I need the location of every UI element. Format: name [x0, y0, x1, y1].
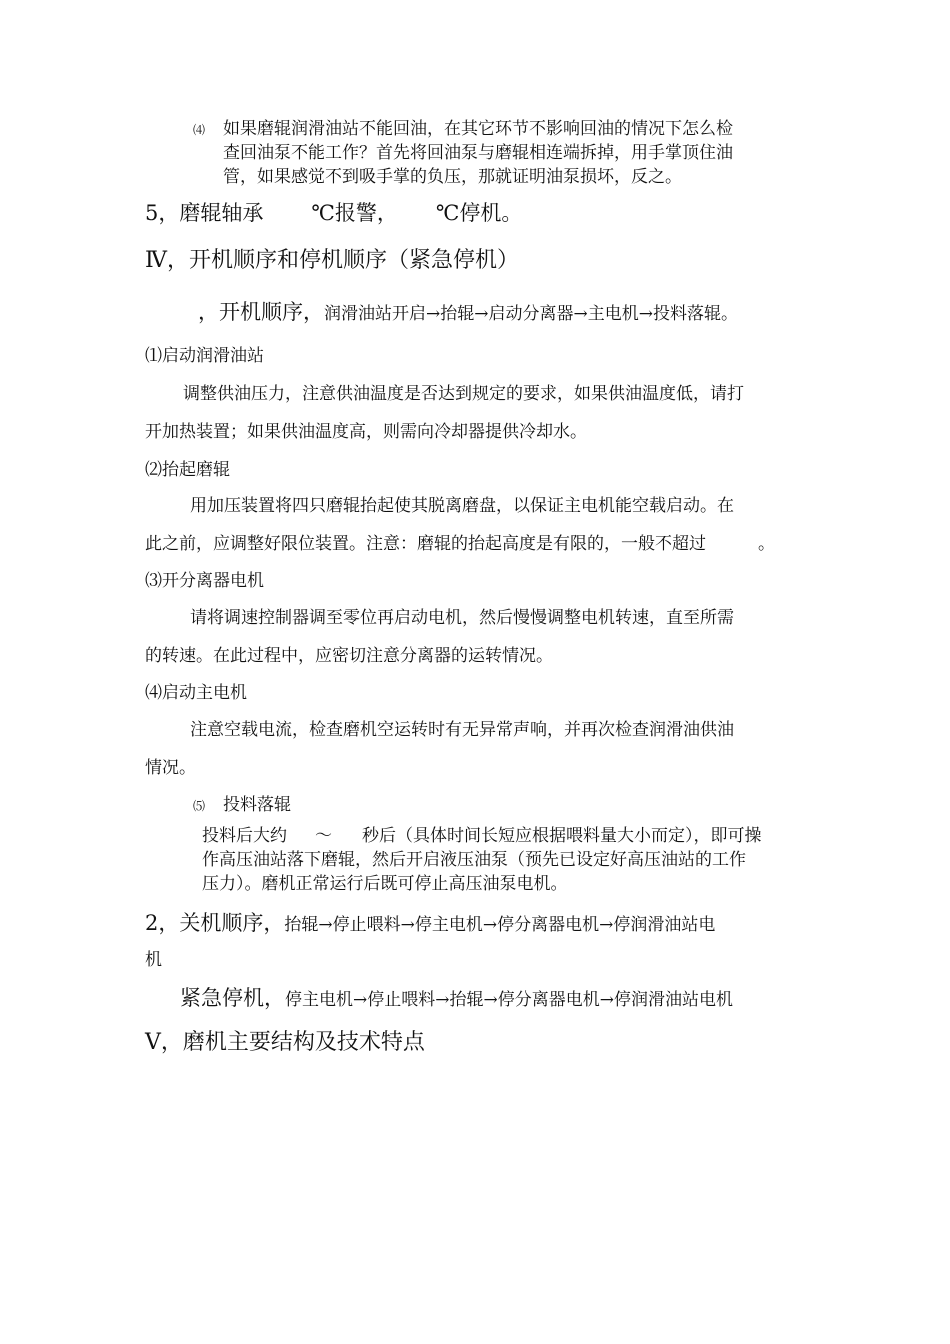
section4-title: Ⅳ，开机顺序和停机顺序（紧急停机）: [145, 248, 519, 273]
step3-line2: 的转速。在此过程中，应密切注意分离器的运转情况。: [145, 646, 553, 666]
emergency-stop-label: 紧急停机，: [180, 986, 285, 1010]
step2-line1: 用加压装置将四只磨辊抬起使其脱离磨盘，以保证主电机能空载启动。在: [190, 496, 734, 516]
start-sequence-text: 润滑油站开启→抬辊→启动分离器→主电机→投料落辊。: [324, 304, 738, 324]
step1-title: ⑴启动润滑油站: [145, 346, 264, 366]
stop-sequence: [145, 908, 715, 940]
step5-line1: 投料后大约 ～ 秒后（具体时间长短应根据喂料量大小而定），即可操: [202, 826, 762, 846]
step2-title: ⑵抬起磨辊: [145, 460, 230, 480]
start-sequence-label: ，开机顺序，: [198, 300, 324, 324]
stop-sequence-label: 2，关机顺序，: [145, 911, 285, 935]
item5-line: 5，磨辊轴承 ℃报警， ℃停机。: [145, 201, 523, 225]
step5-title: ⑸ 投料落辊: [193, 793, 291, 818]
section5-title: Ⅴ，磨机主要结构及技术特点: [145, 1030, 425, 1055]
item4-line3: 管，如果感觉不到吸手掌的负压，那就证明油泵损坏，反之。: [223, 167, 682, 187]
step4-line2: 情况。: [145, 758, 196, 778]
step4-line1: 注意空载电流，检查磨机空运转时有无异常声响，并再次检查润滑油供油: [190, 720, 734, 740]
step5-number: ⑸: [193, 799, 206, 813]
step3-line1: 请将调速控制器调至零位再启动电机，然后慢慢调整电机转速，直至所需: [190, 608, 734, 628]
item4-line2: 查回油泵不能工作？首先将回油泵与磨辊相连端拆掉，用手掌顶住油: [223, 143, 733, 163]
step1-line1: 调整供油压力，注意供油温度是否达到规定的要求，如果供油温度低，请打: [183, 384, 744, 404]
stop-sequence-text: 抬辊→停止喂料→停主电机→停分离器电机→停润滑油站电: [284, 915, 716, 935]
emergency-stop-text: 停主电机→停止喂料→抬辊→停分离器电机→停润滑油站电机: [285, 990, 733, 1010]
item4-line1: ⑷ 如果磨辊润滑油站不能回油，在其它环节不影响回油的情况下怎么检: [193, 117, 733, 142]
step2-line2: 此之前，应调整好限位装置。注意：磨辊的抬起高度是有限的，一般不超过 。: [145, 534, 775, 554]
emergency-stop: [180, 982, 733, 1016]
step3-title: ⑶开分离器电机: [145, 571, 264, 591]
step5-line3: 压力）。磨机正常运行后既可停止高压油泵电机。: [202, 874, 568, 894]
start-sequence: [198, 296, 738, 330]
step5-line2: 作高压油站落下磨辊，然后开启液压油泵（预先已设定好高压油站的工作: [202, 850, 746, 870]
item4-number: ⑷: [193, 123, 206, 137]
step4-title: ⑷启动主电机: [145, 683, 247, 703]
step1-line2: 开加热装置；如果供油温度高，则需向冷却器提供冷却水。: [145, 422, 587, 442]
stop-sequence-cont: 机: [145, 950, 162, 970]
